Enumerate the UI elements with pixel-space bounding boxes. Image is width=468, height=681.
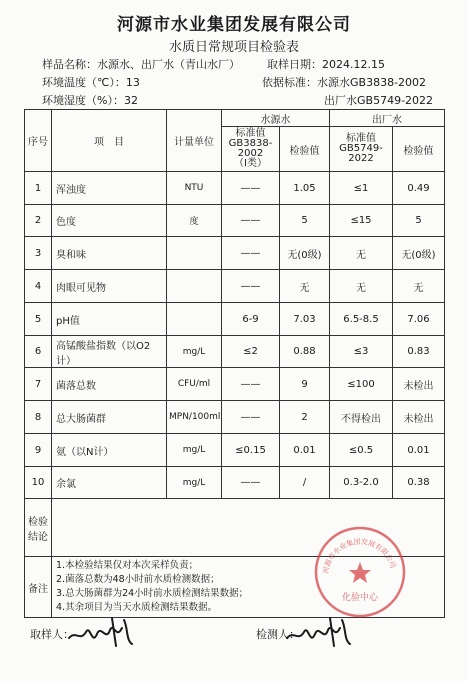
- basis-label: 依据标准：: [262, 76, 317, 89]
- row-item: 总大肠菌群: [52, 401, 167, 434]
- table-body: [25, 172, 445, 499]
- row-output-standard: ≤15: [330, 205, 393, 237]
- header-output-water: 出厂水: [330, 110, 445, 127]
- row-number: 1: [25, 172, 52, 205]
- basis-output-standard: 出厂水GB5749-2022: [324, 94, 434, 107]
- row-item: 肉眼可见物: [52, 270, 167, 303]
- row-number: 6: [25, 336, 52, 368]
- row-output-standard: ≤3: [330, 336, 393, 368]
- header-source-water: 水源水: [222, 110, 330, 127]
- row-number: 8: [25, 401, 52, 434]
- row-output-standard: 6.5-8.5: [330, 303, 393, 336]
- company-name: 河源市水业集团发展有限公司: [117, 15, 351, 35]
- table-row: [25, 434, 445, 467]
- sample-name-line: [42, 56, 240, 72]
- header-source-standard: [222, 127, 280, 172]
- row-output-value: 0.38: [393, 467, 445, 499]
- table-row: [25, 401, 445, 434]
- row-output-value: 5: [393, 205, 445, 237]
- remark-line: 2.菌落总数为48小时前水质检测数据；: [56, 574, 220, 585]
- row-source-standard: ——: [222, 205, 280, 237]
- row-source-value: 0.01: [280, 434, 330, 467]
- sampling-date-label: 取样日期：: [267, 58, 322, 71]
- row-number: 10: [25, 467, 52, 499]
- table-row: [25, 303, 445, 336]
- stamp-arc-text: 河源市水业集团发展有限公司: [321, 537, 397, 575]
- row-unit: mg/L: [167, 434, 222, 467]
- row-number: 5: [25, 303, 52, 336]
- row-number: 3: [25, 237, 52, 270]
- row-number: 2: [25, 205, 52, 237]
- row-item: 色度: [52, 205, 167, 237]
- temperature-label: 环境温度（℃）：: [42, 76, 126, 89]
- header-output-standard: [330, 127, 393, 172]
- row-item: 浑浊度: [52, 172, 167, 205]
- row-unit: MPN/100ml: [167, 401, 222, 434]
- row-output-standard: 不得检出: [330, 401, 393, 434]
- row-output-standard: 无: [330, 270, 393, 303]
- table-row: [25, 205, 445, 237]
- row-item: 余氯: [52, 467, 167, 499]
- remark-line: 4.其余项目为当天水质检测结果数据。: [56, 602, 218, 613]
- row-output-value: 未检出: [393, 368, 445, 401]
- row-number: 7: [25, 368, 52, 401]
- row-source-standard: ≤0.15: [222, 434, 280, 467]
- row-source-value: 1.05: [280, 172, 330, 205]
- row-unit: NTU: [167, 172, 222, 205]
- sampling-date-value: 2024.12.15: [322, 58, 385, 71]
- row-source-value: 无: [280, 270, 330, 303]
- humidity-label: 环境湿度（%）：: [42, 94, 124, 107]
- temperature-value: 13: [125, 76, 140, 89]
- row-source-standard: ——: [222, 237, 280, 270]
- row-item: 菌落总数: [52, 368, 167, 401]
- row-source-value: 0.88: [280, 336, 330, 368]
- sample-name-value: 水源水、出厂水（青山水厂）: [97, 58, 240, 71]
- row-source-value: 5: [280, 205, 330, 237]
- row-output-value: 0.83: [393, 336, 445, 368]
- row-source-standard: ——: [222, 172, 280, 205]
- row-source-value: 7.03: [280, 303, 330, 336]
- row-unit: mg/L: [167, 336, 222, 368]
- table-row: [25, 467, 445, 499]
- row-source-standard: ——: [222, 467, 280, 499]
- row-unit: [167, 237, 222, 270]
- test-results-table: [24, 109, 445, 618]
- table-row: [25, 237, 445, 270]
- header-source-value: 检验值: [280, 127, 330, 172]
- row-source-standard: ——: [222, 368, 280, 401]
- row-item: 臭和味: [52, 237, 167, 270]
- table-row: [25, 368, 445, 401]
- header-output-value: 检验值: [393, 127, 445, 172]
- conclusion-value: [52, 499, 445, 557]
- header-output-standard-line2: GB5749-2022: [339, 143, 383, 164]
- humidity-line: [42, 92, 138, 108]
- row-item: 高锰酸盐指数（以O2计）: [52, 336, 167, 368]
- row-unit: [167, 303, 222, 336]
- row-source-standard: ≤2: [222, 336, 280, 368]
- row-output-value: 无(0级): [393, 237, 445, 270]
- basis-source-standard: 水源水GB3838-2002: [317, 76, 427, 89]
- row-output-value: 未检出: [393, 401, 445, 434]
- row-output-standard: ≤0.5: [330, 434, 393, 467]
- row-source-standard: ——: [222, 401, 280, 434]
- row-unit: [167, 270, 222, 303]
- row-source-value: 无(0级): [280, 237, 330, 270]
- table-row: [25, 270, 445, 303]
- sampler-signature: [66, 612, 138, 652]
- row-unit: 度: [167, 205, 222, 237]
- header-source-standard-line2: GB3838-2002: [228, 138, 273, 159]
- remark-line: 3.总大肠菌群为24小时前水质检测结果数据；: [56, 588, 249, 599]
- conclusion-label: 检验结论: [25, 499, 52, 557]
- table-row: [25, 172, 445, 205]
- row-output-standard: ≤1: [330, 172, 393, 205]
- row-item: 氨（以N计）: [52, 434, 167, 467]
- humidity-value: 32: [123, 94, 138, 107]
- header-source-standard-line3: （Ⅰ类）: [234, 158, 267, 169]
- row-number: 4: [25, 270, 52, 303]
- row-source-value: 2: [280, 401, 330, 434]
- header-unit: 计量单位: [167, 110, 222, 172]
- header-source-standard-line1: 标准值: [235, 128, 266, 139]
- sampling-date-line: [267, 56, 385, 72]
- row-number: 9: [25, 434, 52, 467]
- row-source-value: /: [280, 467, 330, 499]
- header-item: 项 目: [52, 110, 167, 172]
- remarks-box: [52, 557, 445, 618]
- temperature-line: [42, 74, 140, 90]
- row-output-standard: 无: [330, 237, 393, 270]
- tester-label: 检测人：: [256, 628, 300, 641]
- row-output-value: 0.01: [393, 434, 445, 467]
- row-output-value: 7.06: [393, 303, 445, 336]
- row-unit: CFU/ml: [167, 368, 222, 401]
- sample-name-label: 样品名称：: [42, 58, 97, 71]
- sampler-label: 取样人：: [30, 628, 74, 641]
- header-output-standard-line1: 标准值: [346, 133, 376, 144]
- row-source-value: 9: [280, 368, 330, 401]
- row-unit: mg/L: [167, 467, 222, 499]
- row-output-value: 0.49: [393, 172, 445, 205]
- row-source-standard: ——: [222, 270, 280, 303]
- header-no: 序号: [25, 110, 52, 172]
- stamp-center-text: 化验中心: [341, 593, 379, 603]
- basis-line: [262, 74, 426, 90]
- row-item: pH值: [52, 303, 167, 336]
- row-output-standard: 0.3-2.0: [330, 467, 393, 499]
- table-row: [25, 336, 445, 368]
- report-title: 水质日常规项目检验表: [168, 40, 299, 55]
- row-output-standard: ≤100: [330, 368, 393, 401]
- row-source-standard: 6-9: [222, 303, 280, 336]
- remarks-label: 备注: [25, 557, 52, 618]
- remark-line: 1.本检验结果仅对本次采样负责；: [56, 560, 199, 571]
- row-output-value: 无: [393, 270, 445, 303]
